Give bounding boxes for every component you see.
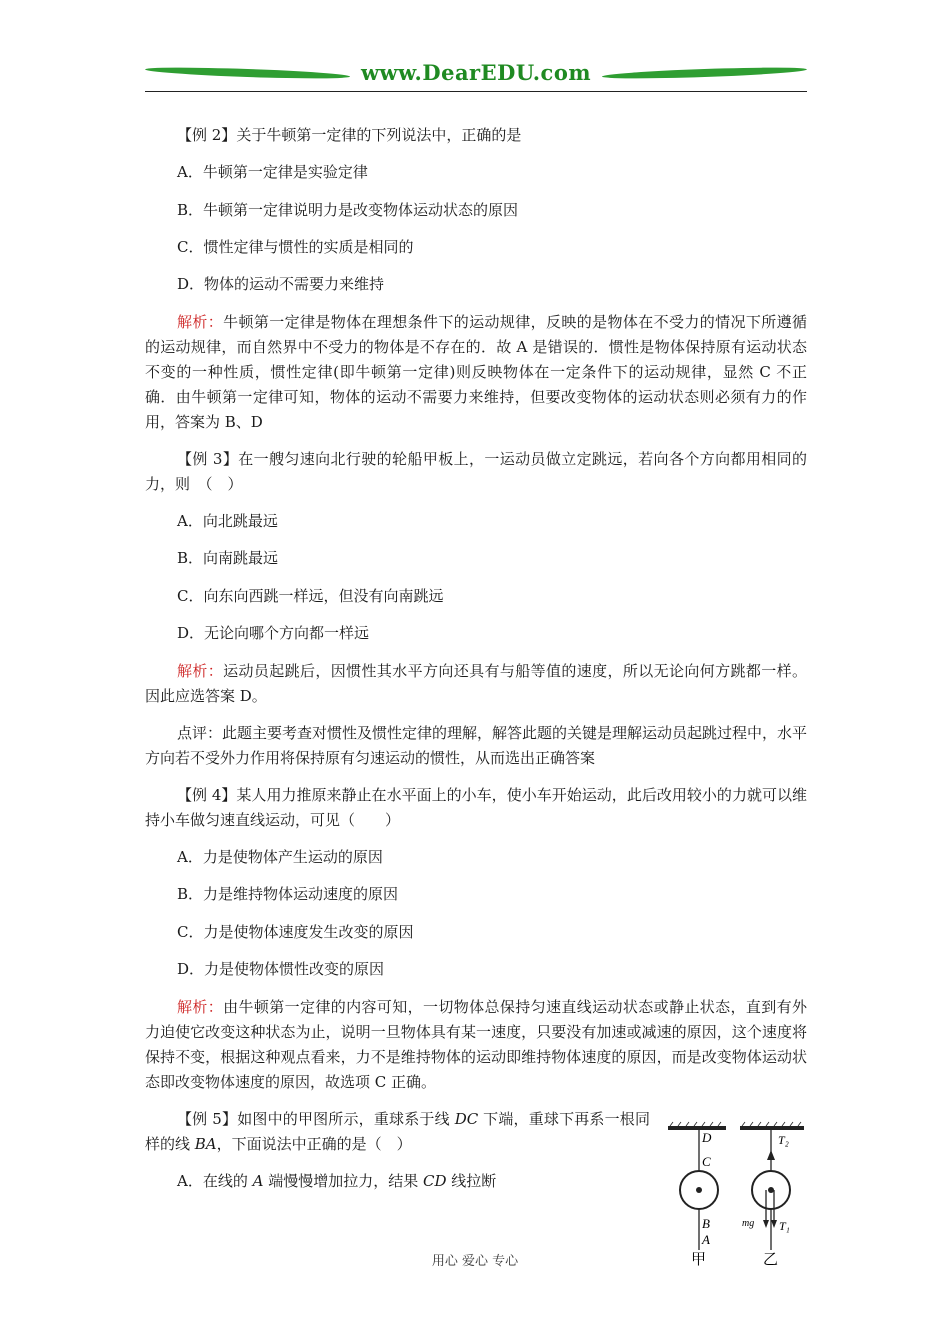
ball-right-center [768, 1187, 774, 1193]
ex3-tag: 【例 3】 [177, 450, 239, 468]
header-rule [145, 91, 807, 92]
header-leaf-left [145, 65, 350, 80]
figure-yi [740, 1122, 804, 1268]
arrow-t1 [771, 1220, 777, 1228]
ex3-analysis-text: 运动员起跳后，因惯性其水平方向还具有与船等值的速度，所以无论向何方跳都一样。因此应选答案 D。 [145, 662, 807, 705]
ex2-analysis-label: 解析： [177, 313, 224, 331]
ex5-option-a-part: A．在线的 [177, 1172, 253, 1190]
ex4-option-b: B．力是维持物体运动速度的原因 [177, 885, 399, 903]
ex5-tag: 【例 5】 [177, 1110, 238, 1128]
ex4-analysis [145, 995, 807, 1095]
ex2-analysis [145, 310, 807, 435]
label-a: A [702, 1232, 710, 1247]
ex3-question [145, 447, 807, 497]
site-brand: www.DearEDU.com [360, 60, 592, 85]
page-footer: 用心 爱心 专心 [431, 1254, 519, 1269]
ex3-option-a: A．向北跳最远 [177, 512, 278, 530]
ex2-option-d: D．物体的运动不需要力来维持 [177, 275, 385, 293]
ball-left-center [696, 1187, 702, 1193]
label-mg: mg [742, 1218, 755, 1229]
ex5-line-ba: BA [194, 1135, 217, 1153]
figure-jia [668, 1122, 726, 1268]
ceiling-left [668, 1126, 726, 1130]
label-c: C [702, 1154, 711, 1169]
ex4-analysis-text: 由牛顿第一定律的内容可知，一切物体总保持匀速直线运动状态或静止状态，直到有外力迫使它改变这种状态为止，说明一旦物体具有某一速度，只要没有加速或减速的原因，这个速度将保持不变，根据这种观点看来，力不是维持物体的运动即维持物体速度的原因，而是改变物体运动状态即改变物体速度的原因，故选项 C 正确。 [145, 998, 807, 1091]
ex2-tag: 【例 2】 [177, 126, 237, 144]
label-t1: T₁ [779, 1219, 790, 1233]
ex3-stem: 在一艘匀速向北行驶的轮船甲板上，一运动员做立定跳远，若向各个方向都用相同的力，则 （ ） [145, 450, 807, 493]
ex5-line-dc: DC [454, 1110, 479, 1128]
ex5-stem-part: ，下面说法中正确的是（ ） [216, 1135, 412, 1153]
ex3-option-c: C．向东向西跳一样远，但没有向南跳远 [177, 587, 444, 605]
ex4-question [145, 783, 807, 833]
arrow-mg [763, 1220, 769, 1228]
ceiling-right [740, 1126, 804, 1130]
ex5-stem-part: 下端，重球下再系一根同样的线 [145, 1110, 650, 1153]
caption-yi: 乙 [763, 1250, 779, 1268]
ex5-line-cd: CD [423, 1172, 447, 1190]
ex2-question [145, 123, 807, 148]
ex4-stem: 某人用力推原来静止在水平面上的小车，使小车开始运动，此后改用较小的力就可以维持小车做匀速直线运动，可见（ ） [145, 786, 808, 829]
ex3-option-b: B．向南跳最远 [177, 549, 279, 567]
ex2-stem: 关于牛顿第一定律的下列说法中，正确的是 [236, 126, 522, 144]
ex3-option-d: D．无论向哪个方向都一样远 [177, 624, 370, 642]
label-t2: T₂ [778, 1133, 789, 1147]
ceiling-right-hatch [742, 1122, 801, 1126]
ceiling-left-hatch [670, 1122, 721, 1126]
header-leaf-right [602, 65, 807, 80]
page-header [145, 60, 807, 92]
ex2-analysis-text: 牛顿第一定律是物体在理想条件下的运动规律，反映的是物体在不受力的情况下所遵循的运动规律，而自然界中不受力的物体是不存在的．故 A 是错误的．惯性是物体保持原有运动状态不变的一种性质，惯性定律(即牛顿第一定律)则反映物体在一定条件下的运动规律，显然 C 不正确．由牛顿第一定律可知，物体的运动不需要力来维持，但要改变物体的运动状态则必须有力的作用，答案为 B、D [145, 313, 807, 431]
ex5-option-a-part: 线拉断 [446, 1172, 497, 1190]
ex4-analysis-label: 解析： [177, 998, 224, 1016]
ex5-option-a [177, 1169, 496, 1194]
ex2-option-c: C．惯性定律与惯性的实质是相同的 [177, 238, 414, 256]
ex2-option-a: A．牛顿第一定律是实验定律 [177, 163, 368, 181]
ex3-analysis-label: 解析： [177, 662, 224, 680]
ex4-tag: 【例 4】 [177, 786, 237, 804]
ex5-stem-part: 如图中的甲图所示，重球系于线 [237, 1110, 455, 1128]
ex5-point-a: A [252, 1172, 264, 1190]
ex2-option-b: B．牛顿第一定律说明力是改变物体运动状态的原因 [177, 201, 519, 219]
arrow-t2 [767, 1150, 775, 1160]
caption-jia: 甲 [691, 1250, 707, 1268]
ex3-analysis [145, 659, 807, 709]
ex4-option-a: A．力是使物体产生运动的原因 [177, 848, 383, 866]
ex5-question [145, 1107, 650, 1157]
ex4-option-d: D．力是使物体惯性改变的原因 [177, 960, 385, 978]
ex4-option-c: C．力是使物体速度发生改变的原因 [177, 923, 414, 941]
label-b: B [702, 1216, 710, 1231]
label-d: D [702, 1130, 712, 1145]
ex5-option-a-part: 端慢慢增加拉力，结果 [263, 1172, 423, 1190]
ex3-comment: 点评：此题主要考查对惯性及惯性定律的理解，解答此题的关键是理解运动员起跳过程中，水平方向若不受外力作用将保持原有匀速运动的惯性，从而选出正确答案 [145, 724, 808, 767]
